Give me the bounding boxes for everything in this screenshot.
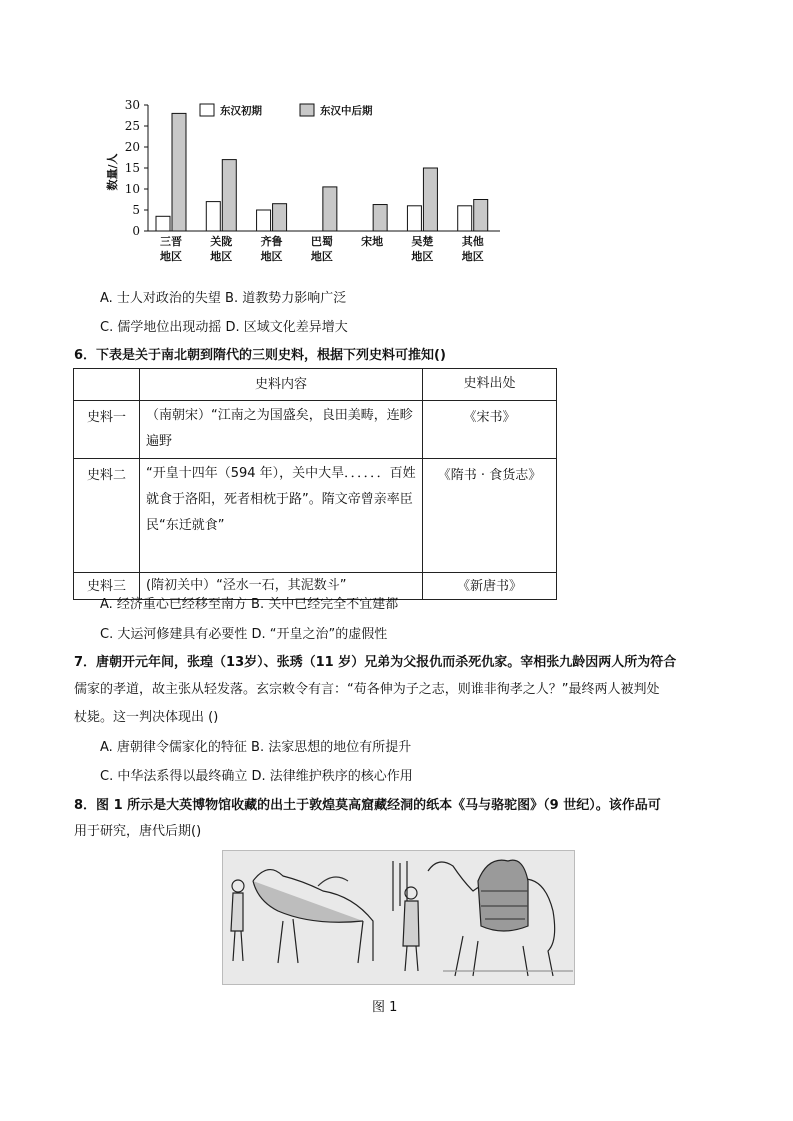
category-label: 三晋 — [160, 235, 182, 248]
bar — [172, 113, 186, 231]
category-label: 地区 — [260, 250, 283, 263]
category-label: 其他 — [461, 235, 484, 248]
category-label: 地区 — [461, 250, 484, 263]
bar — [156, 216, 170, 231]
bar-chart — [100, 94, 520, 269]
y-tick-label: 15 — [124, 161, 140, 175]
q8-stem-line2: 用于研究，唐代后期() — [74, 824, 202, 839]
figure-caption: 图 1 — [372, 1000, 398, 1015]
row-label: 史料三 — [74, 573, 140, 600]
category-label: 关陇 — [210, 235, 233, 248]
category-label: 地区 — [210, 250, 233, 263]
table-row — [74, 459, 557, 573]
header-cell-blank — [74, 369, 140, 401]
category-label: 齐鲁 — [260, 235, 283, 248]
q7-stem-line1: 7．唐朝开元年间，张瑝（13岁）、张琇（11 岁）兄弟为父报仇而杀死仇家。宰相张九龄因两人所为符合 — [74, 655, 677, 670]
category-label: 吴楚 — [411, 235, 434, 248]
q5-options-ab: A. 士人对政治的失望 B. 道教势力影响广泛 — [100, 291, 347, 306]
y-tick-label: 0 — [132, 224, 140, 238]
y-tick-label: 25 — [124, 119, 140, 133]
bar — [257, 210, 271, 231]
horse-camel-painting-image — [222, 850, 575, 985]
category-labels — [160, 234, 484, 263]
y-axis-label: 数量/人 — [106, 153, 119, 191]
q6-stem: 6．下表是关于南北朝到隋代的三则史料，根据下列史料可推知() — [74, 348, 446, 363]
bar — [458, 206, 472, 231]
row-label: 史料一 — [74, 401, 140, 459]
bar — [407, 206, 421, 231]
table-row — [74, 401, 557, 459]
y-tick-label: 30 — [124, 98, 140, 112]
q7-stem-line3: 杖毙。这一判决体现出 () — [74, 710, 219, 725]
table-header-row — [74, 369, 557, 401]
category-label: 巴蜀 — [310, 235, 333, 248]
legend-label: 东汉初期 — [220, 105, 262, 117]
bar — [423, 168, 437, 231]
legend-swatch — [200, 104, 214, 116]
bar — [323, 187, 337, 231]
bar — [373, 205, 387, 231]
legend-swatch — [300, 104, 314, 116]
q7-options-cd: C. 中华法系得以最终确立 D. 法律维护秩序的核心作用 — [100, 769, 413, 784]
header-cell-source: 史料出处 — [423, 369, 557, 401]
row-content: “开皇十四年（594 年），关中大旱．．．．．．百姓就食于洛阳，死者相枕于路”。隋文帝曾亲率臣民“东迁就食” — [140, 459, 423, 573]
q5-options-cd: C. 儒学地位出现动摇 D. 区域文化差异增大 — [100, 320, 348, 335]
source-table — [73, 368, 557, 600]
q6-options-ab: A. 经济重心已经移至南方 B. 关中已经完全不宜建都 — [100, 597, 399, 612]
category-label: 宋地 — [361, 235, 384, 248]
row-label: 史料二 — [74, 459, 140, 573]
y-tick-label: 10 — [124, 182, 140, 196]
row-source: 《隋书 · 食货志》 — [423, 459, 557, 573]
q7-stem-line2: 儒家的孝道，故主张从轻发落。玄宗敕令有言：“苟各伸为子之志，则谁非徇孝之人？”最终两人被判处 — [74, 682, 660, 697]
bars — [156, 113, 488, 231]
row-source: 《宋书》 — [423, 401, 557, 459]
category-label: 地区 — [411, 250, 434, 263]
legend-label: 东汉中后期 — [320, 105, 373, 117]
row-content: （南朝宋）“江南之为国盛矣，良田美畴，连畛遍野 — [140, 401, 423, 459]
y-tick-label: 5 — [132, 203, 140, 217]
q6-options-cd: C. 大运河修建具有必要性 D. “开皇之治”的虚假性 — [100, 627, 388, 642]
row-source: 《新唐书》 — [423, 573, 557, 600]
category-label: 地区 — [160, 250, 182, 263]
category-label: 地区 — [310, 250, 333, 263]
row-content: (隋初关中）“泾水一石，其泥数斗” — [140, 573, 423, 600]
legend — [200, 104, 373, 117]
bar — [206, 202, 220, 231]
bar — [222, 160, 236, 231]
bar — [273, 204, 287, 231]
q8-stem-line1: 8．图 1 所示是大英博物馆收藏的出土于敦煌莫高窟藏经洞的纸本《马与骆驼图》（9 世纪）。该作品可 — [74, 798, 661, 813]
bar — [474, 200, 488, 232]
y-tick-label: 20 — [124, 140, 140, 154]
q7-options-ab: A. 唐朝律令儒家化的特征 B. 法家思想的地位有所提升 — [100, 740, 412, 755]
header-cell-content: 史料内容 — [140, 369, 423, 401]
